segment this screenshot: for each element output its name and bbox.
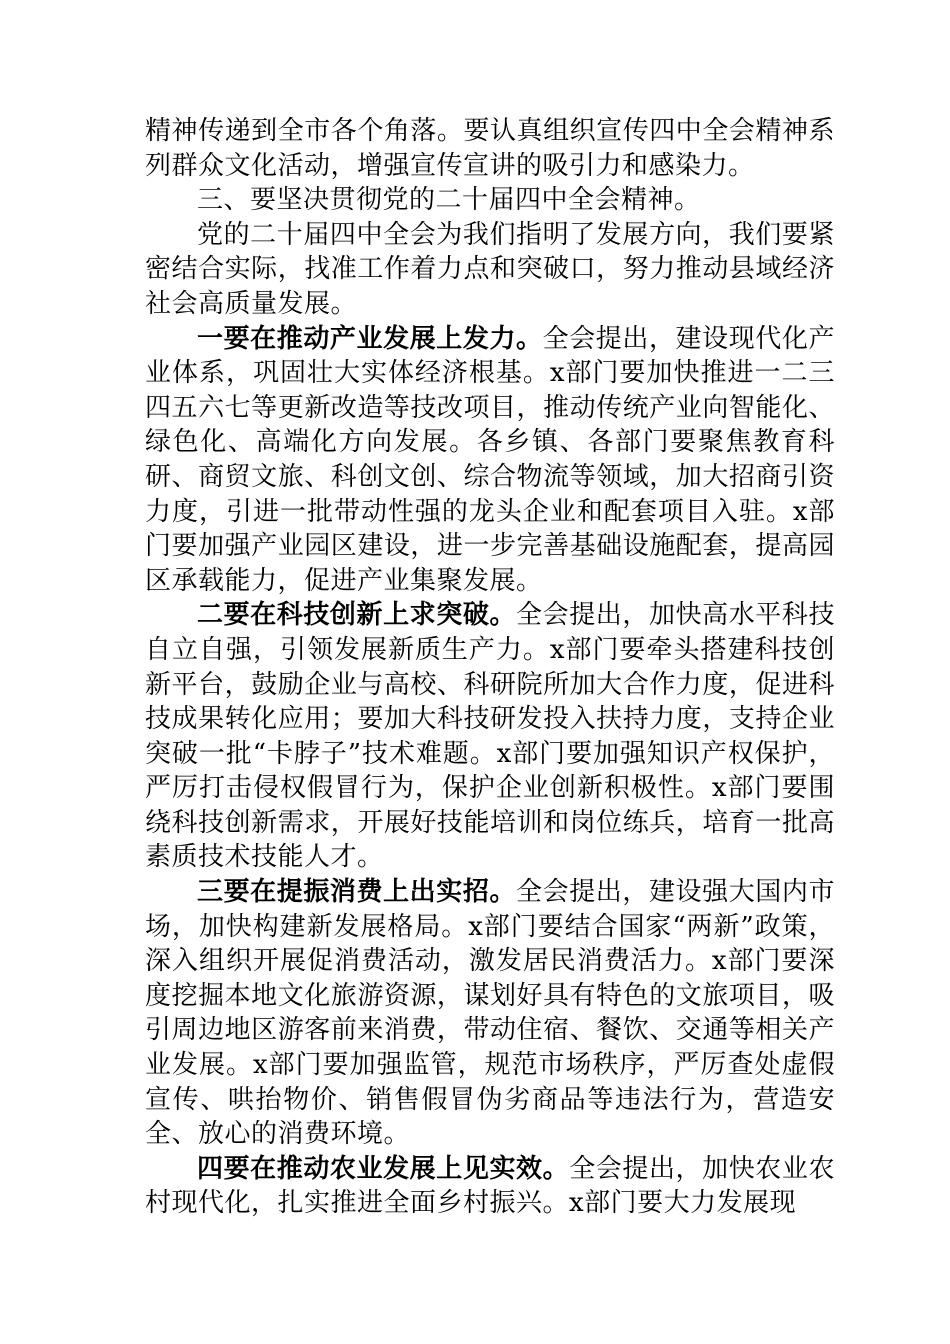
section-heading-3: 三、要坚决贯彻党的二十届四中全会精神。 <box>197 185 701 216</box>
item-lead-4: 四要在推动农业发展上见实效。 <box>197 1153 570 1184</box>
item-body-1: 全会提出，建设现代化产业体系，巩固壮大实体经济根基。x部门要加快推进一二三四五六七等更新改造等技改项目，推动传统产业向智能化、绿色化、高端化方向发展。各乡镇、各部门要聚焦教育科研、商贸文旅、科创文创、综合物流等领域，加大招商引资力度，引进一批带动性强的龙头企业和配套项目入驻。x部门要加强产业园区建设，进一步完善基础设施配套，提高园区承载能力，促进产业集聚发展。 <box>145 323 835 596</box>
section-intro: 党的二十届四中全会为我们指明了发展方向，我们要紧密结合实际，找准工作着力点和突破口，努力推动县域经济社会高质量发展。 <box>145 219 835 319</box>
item-body-3: 全会提出，建设强大国内市场，加快构建新发展格局。x部门要结合国家“两新”政策，深入组织开展促消费活动，激发居民消费活力。x部门要深度挖掘本地文化旅游资源，谋划好具有特色的文旅项目，吸引周边地区游客前来消费，带动住宿、餐饮、交通等相关产业发展。x部门要加强监管，规范市场秩序，严厉查处虚假宣传、哄抬物价、销售假冒伪劣商品等违法行为，营造安全、放心的消费环境。 <box>145 877 835 1150</box>
item-paragraph-1 <box>145 322 835 599</box>
document-body <box>145 114 835 1221</box>
item-lead-2: 二要在科技创新上求突破。 <box>197 600 517 631</box>
item-paragraph-2 <box>145 598 835 875</box>
item-body-2: 全会提出，加快高水平科技自立自强，引领发展新质生产力。x部门要牵头搭建科技创新平台，鼓励企业与高校、科研院所加大合作力度，促进科技成果转化应用；要加大科技研发投入扶持力度，支持企业突破一批“卡脖子”技术难题。x部门要加强知识产权保护，严厉打击侵权假冒行为，保护企业创新积极性。x部门要围绕科技创新需求，开展好技能培训和岗位练兵，培育一批高素质技术技能人才。 <box>145 600 835 873</box>
item-paragraph-4 <box>145 1152 835 1221</box>
item-paragraph-3 <box>145 875 835 1152</box>
paragraph-continuation: 精神传递到全市各个角落。要认真组织宣传四中全会精神系列群众文化活动，增强宣传宣讲的吸引力和感染力。 <box>145 116 835 181</box>
item-body-4: 全会提出，加快农业农村现代化，扎实推进全面乡村振兴。x部门要大力发展现 <box>145 1153 835 1219</box>
item-lead-3: 三要在提振消费上出实招。 <box>197 877 517 908</box>
item-lead-1: 一要在推动产业发展上发力。 <box>197 323 543 354</box>
